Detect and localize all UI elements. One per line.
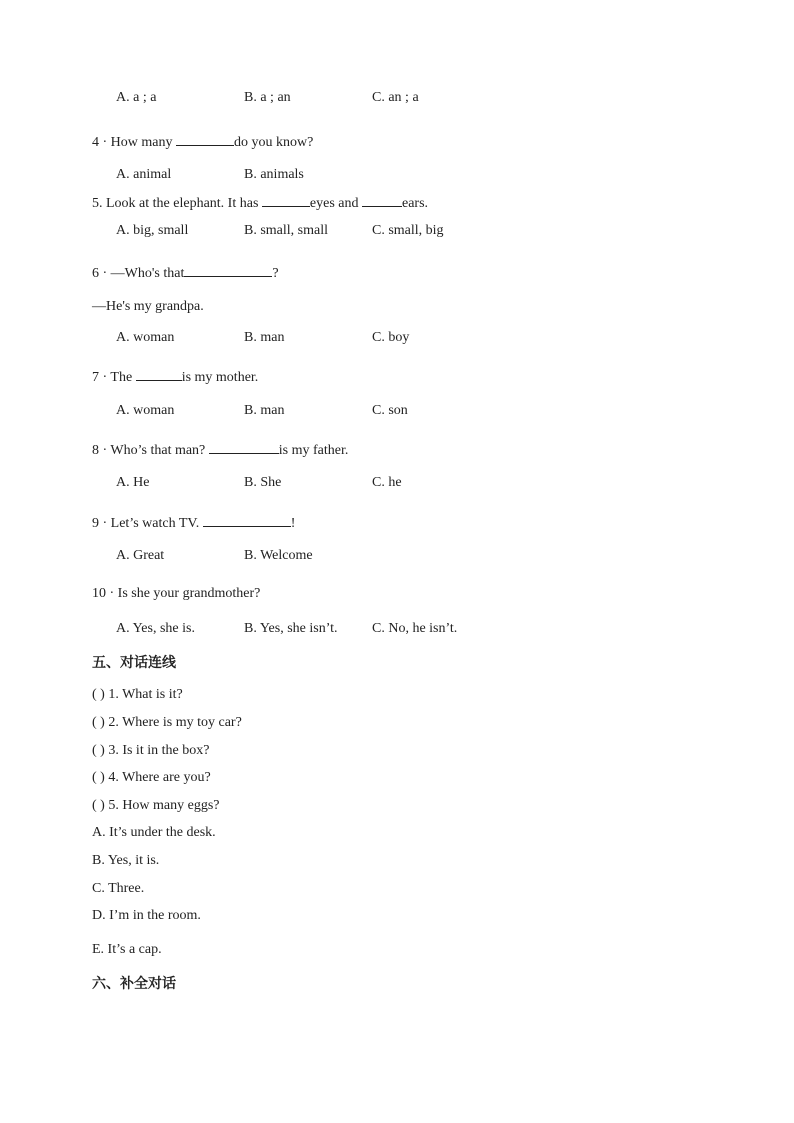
q5-question: 5. Look at the elephant. It has eyes and ears. bbox=[92, 192, 428, 213]
match-answer-d: D. I’m in the room. bbox=[92, 908, 201, 923]
match-question-3: ( ) 3. Is it in the box? bbox=[92, 743, 210, 758]
q6-option-a: A. woman bbox=[116, 330, 175, 345]
answer-blank bbox=[184, 262, 272, 277]
q5-option-a: A. big, small bbox=[116, 223, 189, 238]
section-6-title: 六、补全对话 bbox=[92, 976, 176, 992]
q6-answer: —He's my grandpa. bbox=[92, 299, 204, 314]
q3-option-c: C. an ; a bbox=[372, 90, 419, 105]
q4-option-b: B. animals bbox=[244, 167, 304, 182]
answer-blank bbox=[176, 131, 234, 146]
q4-option-a: A. animal bbox=[116, 167, 172, 182]
q4-question: 4 · How many do you know? bbox=[92, 131, 313, 152]
q9-option-a: A. Great bbox=[116, 548, 165, 563]
q3-option-a: A. a ; a bbox=[116, 90, 157, 105]
q7-option-c: C. son bbox=[372, 403, 408, 418]
answer-blank bbox=[203, 512, 291, 527]
q3-option-b: B. a ; an bbox=[244, 90, 291, 105]
answer-blank bbox=[209, 439, 279, 454]
q6-question: 6 · —Who's that ? bbox=[92, 262, 279, 283]
match-question-2: ( ) 2. Where is my toy car? bbox=[92, 715, 242, 730]
q6-option-c: C. boy bbox=[372, 330, 410, 345]
q5-option-b: B. small, small bbox=[244, 223, 328, 238]
match-question-5: ( ) 5. How many eggs? bbox=[92, 798, 220, 813]
answer-blank bbox=[362, 192, 402, 207]
q8-option-b: B. She bbox=[244, 475, 282, 490]
match-answer-a: A. It’s under the desk. bbox=[92, 825, 216, 840]
q6-option-b: B. man bbox=[244, 330, 285, 345]
answer-blank bbox=[262, 192, 310, 207]
match-answer-b: B. Yes, it is. bbox=[92, 853, 160, 868]
q10-option-c: C. No, he isn’t. bbox=[372, 621, 458, 636]
q7-option-a: A. woman bbox=[116, 403, 175, 418]
q8-option-a: A. He bbox=[116, 475, 150, 490]
match-answer-c: C. Three. bbox=[92, 881, 145, 896]
q7-option-b: B. man bbox=[244, 403, 285, 418]
section-5-title: 五、对话连线 bbox=[92, 655, 176, 671]
q8-option-c: C. he bbox=[372, 475, 402, 490]
q10-question: 10 · Is she your grandmother? bbox=[92, 586, 261, 601]
answer-blank bbox=[136, 366, 182, 381]
match-question-1: ( ) 1. What is it? bbox=[92, 687, 183, 702]
q10-option-b: B. Yes, she isn’t. bbox=[244, 621, 338, 636]
q9-question: 9 · Let’s watch TV. ! bbox=[92, 512, 295, 533]
q9-option-b: B. Welcome bbox=[244, 548, 313, 563]
match-answer-e: E. It’s a cap. bbox=[92, 942, 162, 957]
q7-question: 7 · The is my mother. bbox=[92, 366, 258, 387]
q10-option-a: A. Yes, she is. bbox=[116, 621, 195, 636]
q5-option-c: C. small, big bbox=[372, 223, 444, 238]
match-question-4: ( ) 4. Where are you? bbox=[92, 770, 211, 785]
q8-question: 8 · Who’s that man? is my father. bbox=[92, 439, 348, 460]
